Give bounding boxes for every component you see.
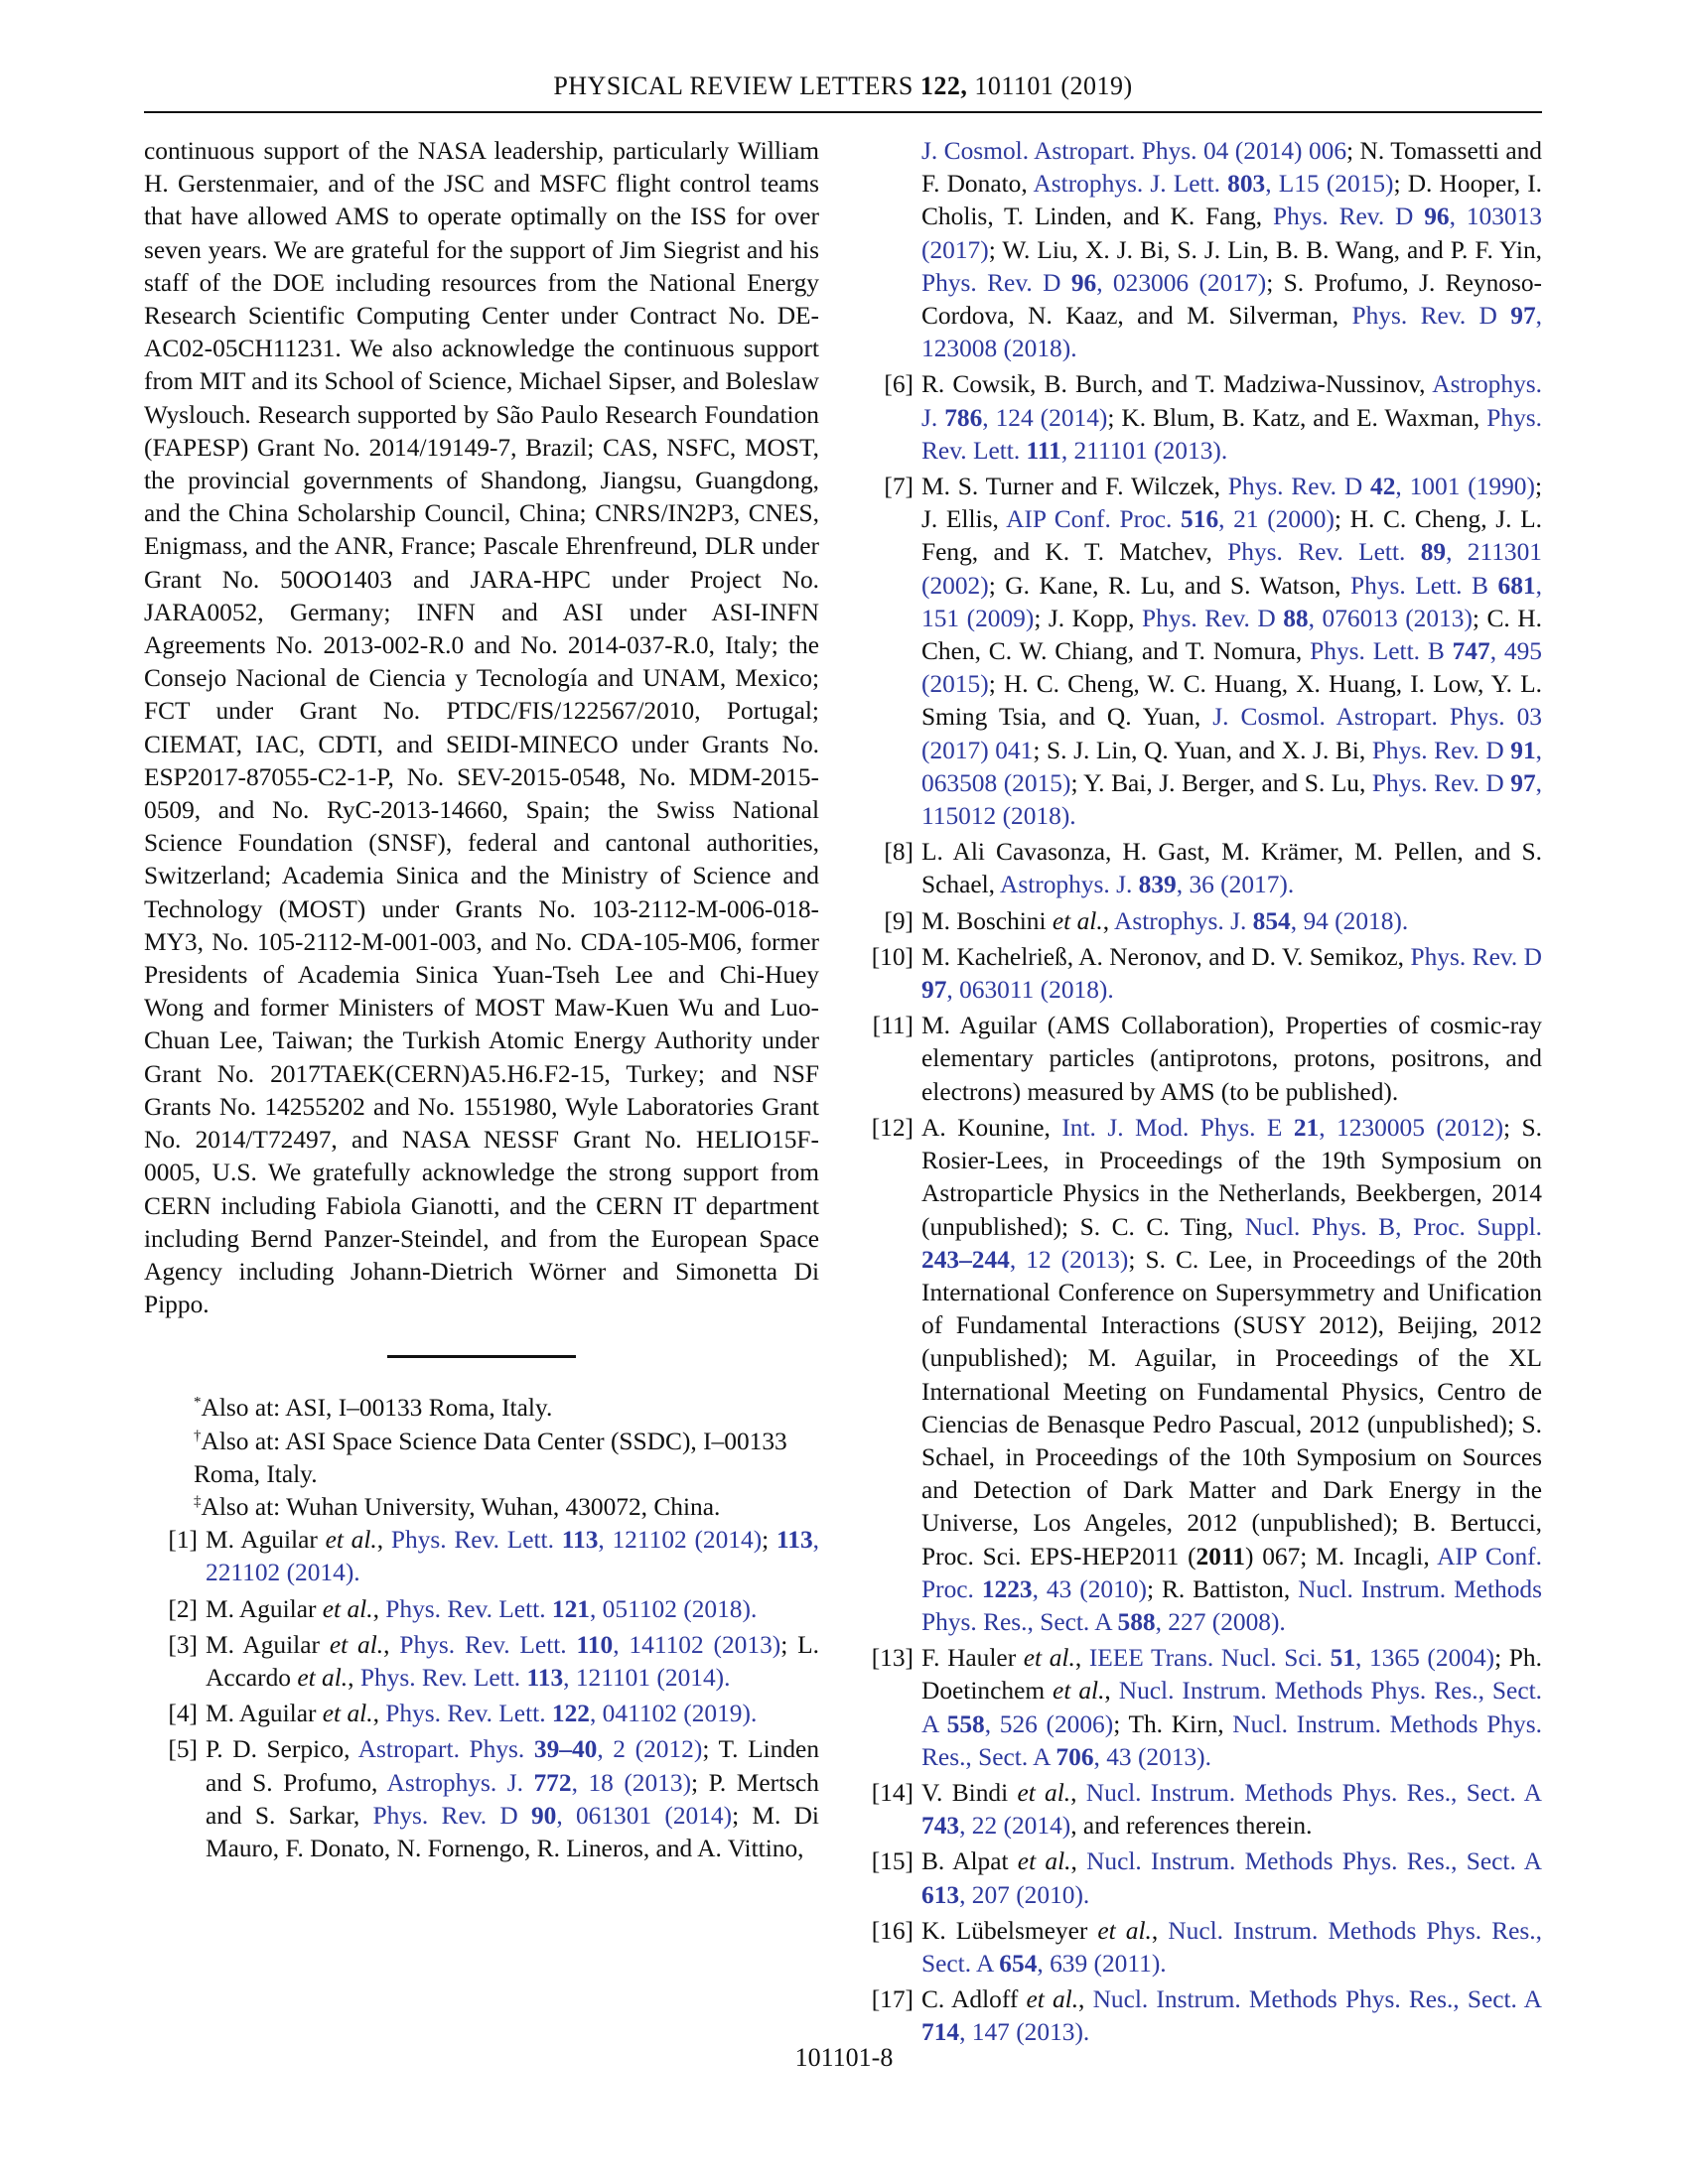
citation-link[interactable]: Nucl. Phys. B, Proc. Suppl. 243–244, 12 (2013): [921, 1212, 1542, 1274]
citation-link[interactable]: Nucl. Instrum. Methods Phys. Res., Sect. A 714, 147 (2013).: [921, 1985, 1542, 2047]
citation-link[interactable]: Astrophys. J. Lett. 803, L15 (2015): [1033, 170, 1394, 199]
citation-link[interactable]: Phys. Rev. D 97, 115012 (2018).: [921, 768, 1543, 831]
citation-link[interactable]: Phys. Rev. D 90, 061301 (2014): [372, 1801, 733, 1830]
reference-13: [13] F. Hauler et al., IEEE Trans. Nucl. Sci. 51, 1365 (2004); Ph. Doetinchem et al., Nucl. Instrum. Methods Phys. Res., Sect. A 558, 526 (2006); Th. Kirn, Nucl. Instrum. Methods Phys. Res., Sect. A 706, 43 (2013).: [871, 1644, 1542, 1771]
page-number: 101101-8: [794, 2043, 894, 2072]
footnote-separator: [387, 1355, 576, 1358]
citation-link[interactable]: Nucl. Instrum. Methods Phys. Res., Sect. A 558, 526 (2006): [921, 1677, 1542, 1738]
reference-5-continued: J. Cosmol. Astropart. Phys. 04 (2014) 006; N. Tomassetti and F. Donato, Astrophys. J. Lett. 803, L15 (2015); D. Hooper, I. Cholis, T. Linden, and K. Fang, Phys. Rev. D 96, 103013 (2017); W. Liu, X. J. Bi, S. J. Lin, B. B. Wang, and P. F. Yin, Phys. Rev. D 96, 023006 (2017); S. Profumo, J. Reynoso-Cordova, N. Kaaz, and M. Silverman, Phys. Rev. D 97, 123008 (2018).: [921, 137, 1542, 363]
citation-link[interactable]: Phys. Rev. D 91, 063508 (2015): [921, 736, 1543, 797]
citation-link[interactable]: Phys. Rev. Lett. 122, 041102 (2019).: [385, 1700, 758, 1728]
citation-link[interactable]: Int. J. Mod. Phys. E 21, 1230005 (2012): [1061, 1113, 1504, 1142]
citation-link[interactable]: Nucl. Instrum. Methods Phys. Res., Sect. A 588, 227 (2008).: [921, 1574, 1542, 1636]
citation-link[interactable]: Nucl. Instrum. Methods Phys. Res., Sect. A 654, 639 (2011).: [921, 1916, 1542, 1978]
journal-name: PHYSICAL REVIEW LETTERS: [553, 71, 914, 100]
reference-3: [3] M. Aguilar et al., Phys. Rev. Lett. 110, 141102 (2013); L. Accardo et al., Phys. Rev. Lett. 113, 121101 (2014).: [168, 1630, 820, 1692]
acknowledgment-paragraph: continuous support of the NASA leadership, particularly William H. Gerstenmaier, and of the JSC and MSFC flight control teams that have allowed AMS to operate optimally on the ISS for over seven years. We are grateful for the support of Jim Siegrist and his staff of the DOE including resources from the National Energy Research Scientific Computing Center under Contract No. DE-AC02-05CH11231. We also acknowledge the continuous support from MIT and its School of Science, Michael Sipser, and Boleslaw Wyslouch. Research supported by São Paulo Research Foundation (FAPESP) Grant No. 2014/19149-7, Brazil; CAS, NSFC, MOST, the provincial governments of Shandong, Jiangsu, Guangdong, and the China Scholarship Council, China; CNRS/IN2P3, CNES, Enigmass, and the ANR, France; Pascale Ehrenfreund, DLR under Grant No. 50OO1403 and JARA-HPC under Project No. JARA0052, Germany; INFN and ASI under ASI-INFN Agreements No. 2013-002-R.0 and No. 2014-037-R.0, Italy; the Consejo Nacional de Ciencia y Tecnología and UNAM, Mexico; FCT under Grant No. PTDC/FIS/122567/2010, Portugal; CIEMAT, IAC, CDTI, and SEIDI-MINECO under Grants No. ESP2017-87055-C2-1-P, No. SEV-2015-0548, No. MDM-2015-0509, and No. RyC-2013-14660, Spain; the Swiss National Science Foundation (SNSF), federal and cantonal authorities, Switzerland; Academia Sinica and the Ministry of Science and Technology (MOST) under Grants No. 103-2112-M-006-018-MY3, No. 105-2112-M-001-003, and No. CDA-105-M06, former Presidents of Academia Sinica Yuan-Tseh Lee and Chi-Huey Wong and former Ministers of MOST Maw-Kuen Wu and Luo-Chuan Lee, Taiwan; the Turkish Atomic Energy Authority under Grant No. 2017TAEK(CERN)A5.H6.F2-15, Turkey; and NSF Grants No. 14255202 and No. 1551980, Wyle Laboratories Grant No. 2014/T72497, and NASA NESSF Grant No. HELIO15F-0005, U.S. We gratefully acknowledge the strong support from CERN including Fabiola Gianotti, and the CERN IT department including Bernd Panzer-Steindel, and from the European Space Agency including Johann-Dietrich Wörner and Simonetta Di Pippo.: [144, 137, 819, 1319]
reference-2: [2] M. Aguilar et al., Phys. Rev. Lett. 121, 051102 (2018).: [168, 1594, 758, 1623]
footnote: †Also at: ASI Space Science Data Center (SSDC), I–00133 Roma, Italy.: [194, 1427, 787, 1488]
citation-link[interactable]: Phys. Rev. Lett. 110, 141102 (2013): [399, 1630, 781, 1659]
reference-1: [1] M. Aguilar et al., Phys. Rev. Lett. 113, 121102 (2014); 113, 221102 (2014).: [168, 1526, 820, 1587]
footnote: ‡Also at: Wuhan University, Wuhan, 430072, China.: [194, 1492, 721, 1521]
citation-link[interactable]: Phys. Lett. B 747, 495 (2015): [921, 637, 1542, 699]
citation-link[interactable]: Phys. Rev. D 96, 023006 (2017): [921, 268, 1267, 297]
citation-link[interactable]: IEEE Trans. Nucl. Sci. 51, 1365 (2004): [1088, 1644, 1495, 1673]
citation-link[interactable]: Astrophys. J. 772, 18 (2013): [386, 1768, 692, 1797]
citation-link[interactable]: Phys. Lett. B 681, 151 (2009): [921, 571, 1542, 632]
citation-link[interactable]: Phys. Rev. Lett. 121, 051102 (2018).: [385, 1594, 758, 1623]
reference-15: [15] B. Alpat et al., Nucl. Instrum. Methods Phys. Res., Sect. A 613, 207 (2010).: [871, 1847, 1542, 1909]
header-rule: [144, 111, 1542, 113]
citation-link[interactable]: J. Cosmol. Astropart. Phys. 04 (2014) 006: [921, 137, 1347, 165]
reference-10: [10] M. Kachelrieß, A. Neronov, and D. V. Semikoz, Phys. Rev. D 97, 063011 (2018).: [871, 942, 1542, 1005]
citation-link[interactable]: Astropart. Phys. 39–40, 2 (2012): [357, 1735, 703, 1764]
citation-link[interactable]: 113, 221102 (2014).: [206, 1526, 820, 1587]
citation-link[interactable]: Phys. Rev. D 42, 1001 (1990): [1227, 473, 1535, 501]
citation-link[interactable]: Phys. Rev. D 97, 063011 (2018).: [921, 942, 1542, 1005]
citation-link[interactable]: Phys. Rev. Lett. 89, 211301 (2002): [921, 538, 1542, 600]
right-column: [860, 135, 1542, 2053]
reference-7: [7] M. S. Turner and F. Wilczek, Phys. Rev. D 42, 1001 (1990); J. Ellis, AIP Conf. Proc. 516, 21 (2000); H. C. Cheng, J. L. Feng, and K. T. Matchev, Phys. Rev. Lett. 89, 211301 (2002); G. Kane, R. Lu, and S. Watson, Phys. Lett. B 681, 151 (2009); J. Kopp, Phys. Rev. D 88, 076013 (2013); C. H. Chen, C. W. Chiang, and T. Nomura, Phys. Lett. B 747, 495 (2015); H. C. Cheng, W. C. Huang, X. Huang, I. Low, Y. L. Sming Tsia, and Q. Yuan, J. Cosmol. Astropart. Phys. 03 (2017) 041; S. J. Lin, Q. Yuan, and X. J. Bi, Phys. Rev. D 91, 063508 (2015); Y. Bai, J. Berger, and S. Lu, Phys. Rev. D 97, 115012 (2018).: [884, 473, 1543, 831]
citation-link[interactable]: AIP Conf. Proc. 1223, 43 (2010): [921, 1542, 1542, 1603]
reference-5: [5] P. D. Serpico, Astropart. Phys. 39–40, 2 (2012); T. Linden and S. Profumo, Astrophys. J. 772, 18 (2013); P. Mertsch and S. Sarkar, Phys. Rev. D 90, 061301 (2014); M. Di Mauro, F. Donato, N. Fornengo, R. Lineros, and A. Vittino,: [168, 1735, 820, 1862]
reference-list-left: [144, 1524, 819, 1865]
reference-4: [4] M. Aguilar et al., Phys. Rev. Lett. 122, 041102 (2019).: [168, 1700, 758, 1728]
citation-link[interactable]: Phys. Rev. D 96, 103013 (2017): [921, 203, 1542, 264]
citation-link[interactable]: Phys. Rev. D 88, 076013 (2013): [1141, 604, 1473, 632]
reference-list-right: [860, 135, 1542, 2050]
citation-link[interactable]: Astrophys. J. 854, 94 (2018).: [1113, 906, 1409, 935]
citation-link[interactable]: Phys. Rev. Lett. 113, 121102 (2014): [390, 1526, 763, 1555]
citation-link[interactable]: Nucl. Instrum. Methods Phys. Res., Sect. A 706, 43 (2013).: [921, 1709, 1542, 1771]
citation-link[interactable]: J. Cosmol. Astropart. Phys. 03 (2017) 041: [921, 703, 1542, 764]
citation-link[interactable]: Phys. Rev. D 97, 123008 (2018).: [921, 302, 1542, 363]
reference-11: [11] M. Aguilar (AMS Collaboration), Properties of cosmic-ray elementary particles (antiprotons, protons, positrons, and electrons) measured by AMS (to be published).: [872, 1012, 1542, 1106]
reference-9: [9] M. Boschini et al., Astrophys. J. 854, 94 (2018).: [884, 906, 1409, 935]
citation-link[interactable]: Nucl. Instrum. Methods Phys. Res., Sect. A 743, 22 (2014): [921, 1778, 1542, 1841]
citation-link[interactable]: Astrophys. J. 839, 36 (2017).: [999, 871, 1295, 899]
running-header: [144, 71, 1542, 101]
journal-volume: 122,: [919, 71, 968, 100]
reference-8: [8] L. Ali Cavasonza, H. Gast, M. Krämer, M. Pellen, and S. Schael, Astrophys. J. 839, 36 (2017).: [884, 838, 1542, 899]
reference-14: [14] V. Bindi et al., Nucl. Instrum. Methods Phys. Res., Sect. A 743, 22 (2014), and references therein.: [871, 1778, 1542, 1841]
reference-17: [17] C. Adloff et al., Nucl. Instrum. Methods Phys. Res., Sect. A 714, 147 (2013).: [871, 1985, 1542, 2047]
article-number: 101101 (2019): [974, 71, 1133, 100]
citation-link[interactable]: Nucl. Instrum. Methods Phys. Res., Sect. A 613, 207 (2010).: [921, 1847, 1542, 1909]
left-column: [144, 135, 819, 1868]
citation-link[interactable]: AIP Conf. Proc. 516, 21 (2000): [1006, 505, 1335, 534]
citation-link[interactable]: Astrophys. J. 786, 124 (2014): [921, 370, 1542, 432]
reference-12: [12] A. Kounine, Int. J. Mod. Phys. E 21, 1230005 (2012); S. Rosier-Lees, in Proceedings of the 19th Symposium on Astroparticle Physics in the Netherlands, Beekbergen, 2014 (unpublished); S. C. C. Ting, Nucl. Phys. B, Proc. Suppl. 243–244, 12 (2013); S. C. Lee, in Proceedings of the 20th International Conference on Supersymmetry and Unification of Fundamental Interactions (SUSY 2012), Beijing, 2012 (unpublished); M. Aguilar, in Proceedings of the XL International Meeting on Fundamental Physics, Centro de Ciencias de Benasque Pedro Pascual, 2012 (unpublished); S. Schael, in Proceedings of the 10th Symposium on Sources and Detection of Dark Matter and Dark Energy in the Universe, Los Angeles, 2012 (unpublished); B. Bertucci, Proc. Sci. EPS-HEP2011 (2011) 067; M. Incagli, AIP Conf. Proc. 1223, 43 (2010); R. Battiston, Nucl. Instrum. Methods Phys. Res., Sect. A 588, 227 (2008).: [871, 1113, 1542, 1636]
reference-6: [6] R. Cowsik, B. Burch, and T. Madziwa-Nussinov, Astrophys. J. 786, 124 (2014); K. Blum, B. Katz, and E. Waxman, Phys. Rev. Lett. 111, 211101 (2013).: [884, 370, 1542, 465]
footnote: *Also at: ASI, I–00133 Roma, Italy.: [194, 1394, 553, 1423]
reference-16: [16] K. Lübelsmeyer et al., Nucl. Instrum. Methods Phys. Res., Sect. A 654, 639 (2011).: [871, 1916, 1542, 1978]
citation-link[interactable]: Phys. Rev. Lett. 113, 121101 (2014).: [359, 1663, 731, 1692]
citation-link[interactable]: Phys. Rev. Lett. 111, 211101 (2013).: [921, 403, 1542, 465]
